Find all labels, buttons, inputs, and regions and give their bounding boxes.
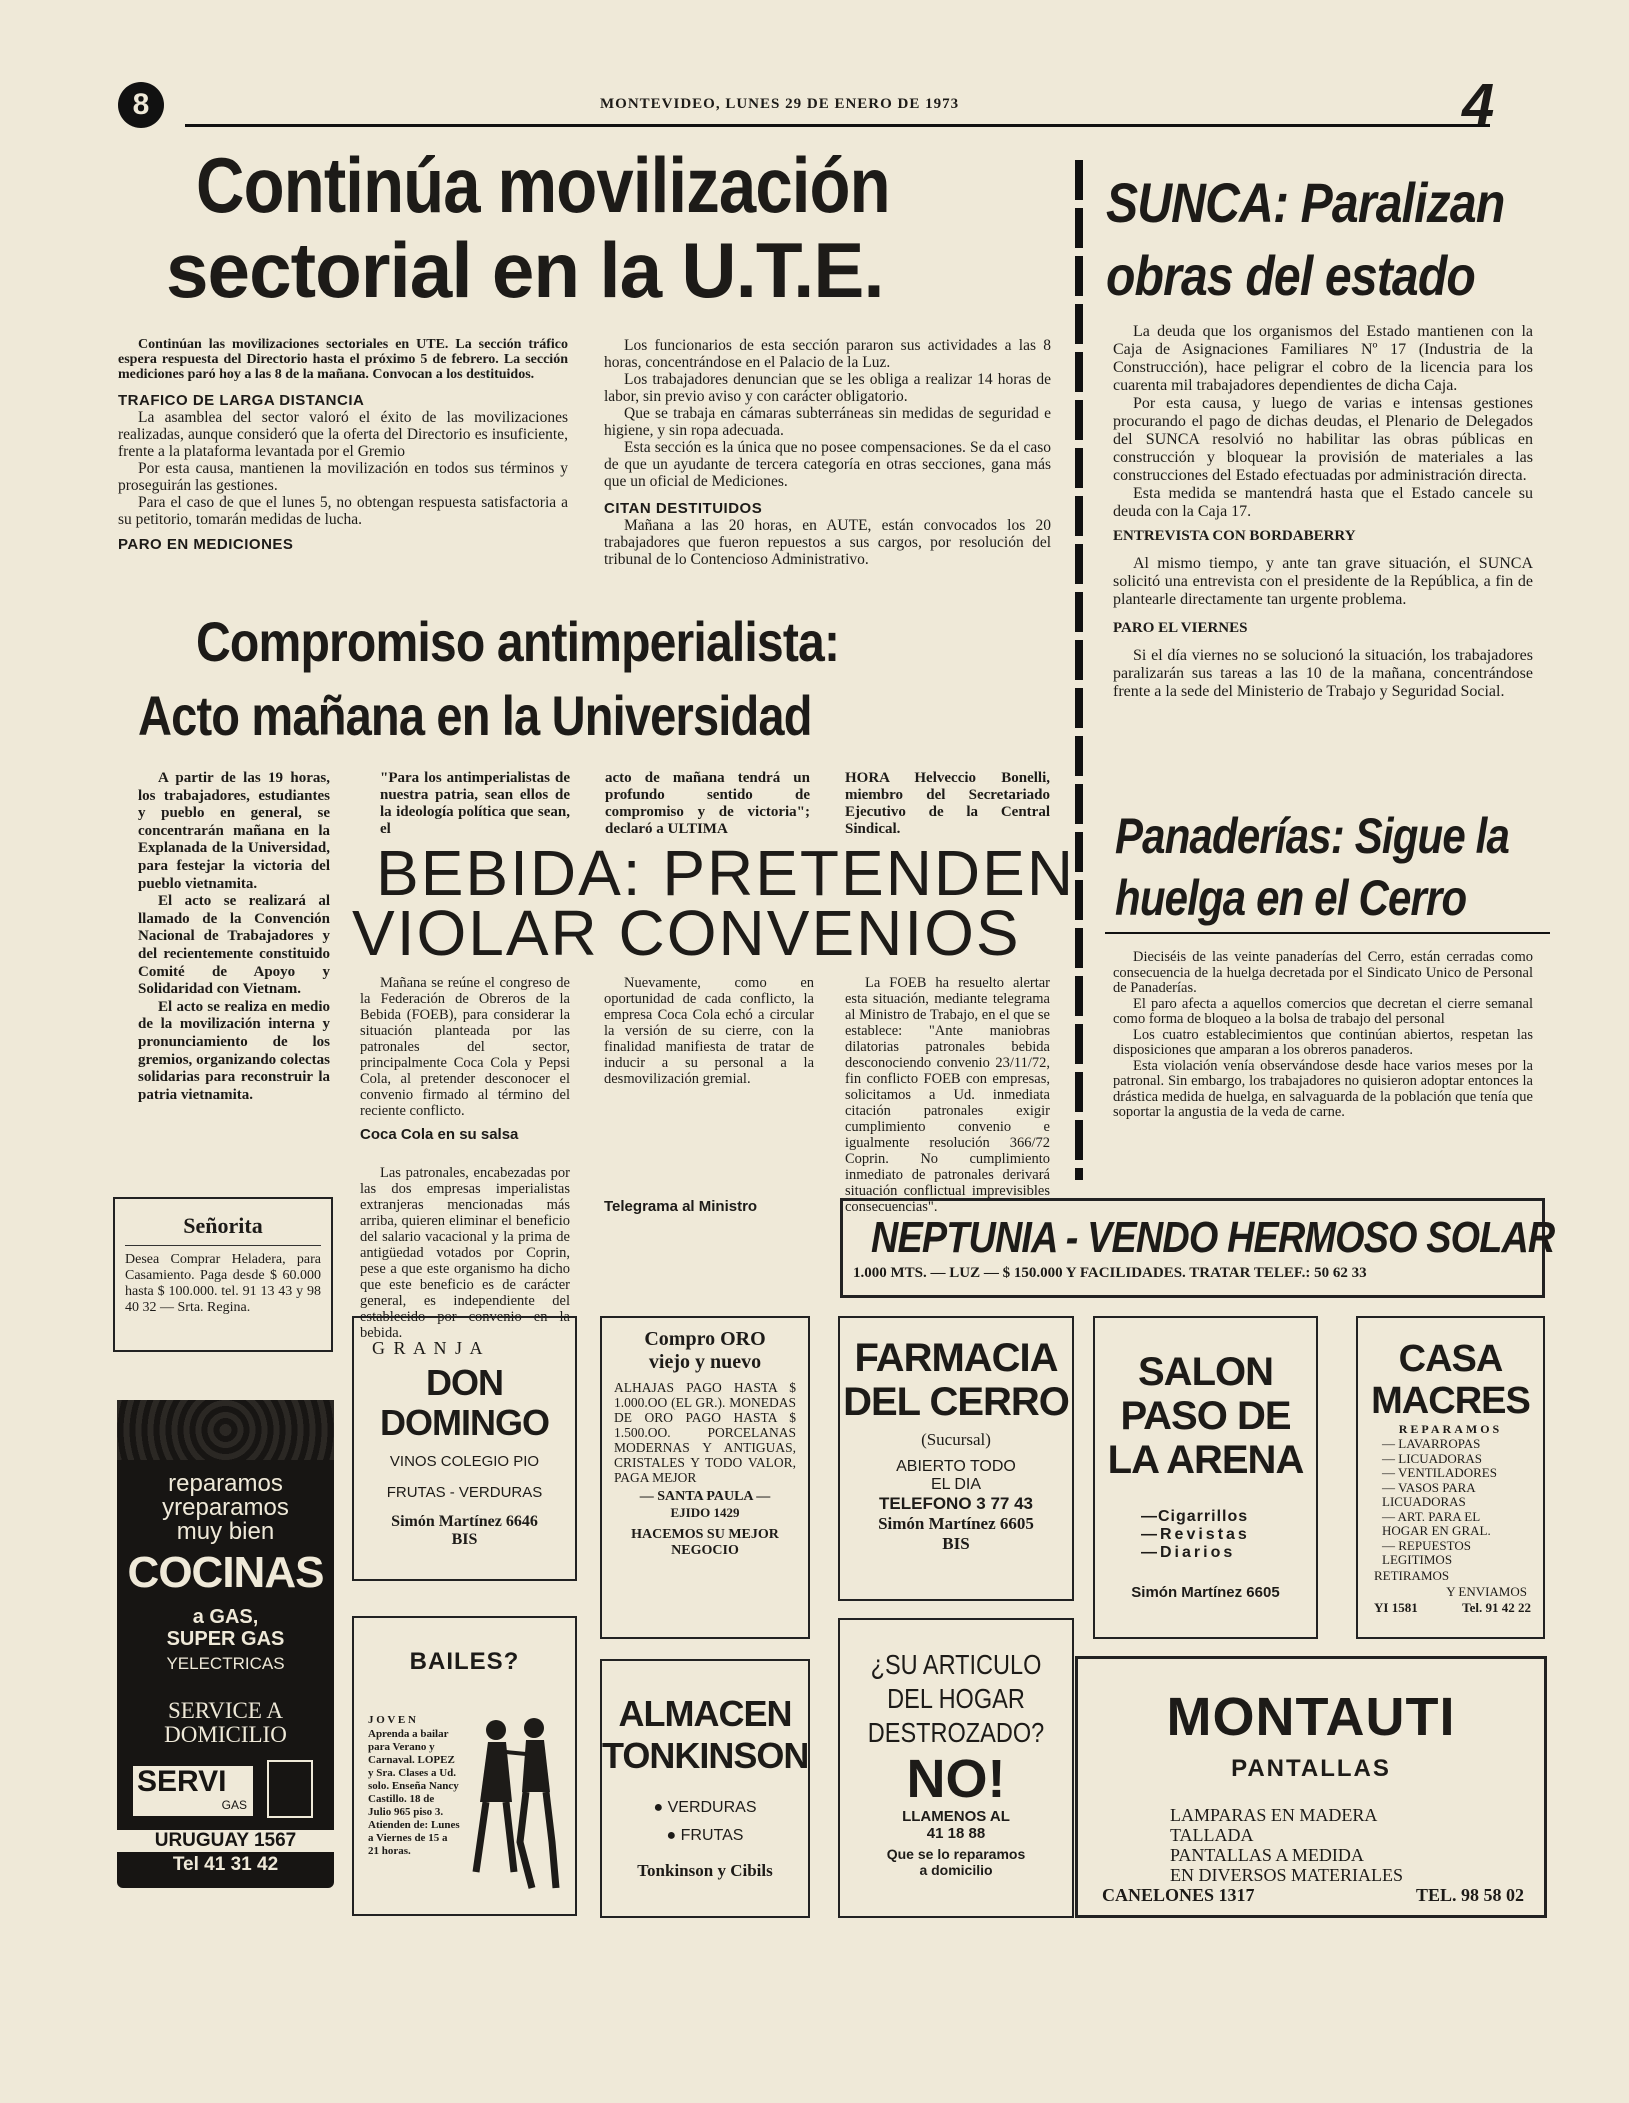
ad-articulo bbox=[838, 1618, 1074, 1918]
ad-cocinas-line: SERVICE A bbox=[167, 1698, 284, 1723]
ad-bailes-line: J O V E N bbox=[368, 1714, 416, 1726]
sunca-paragraph: Si el día viernes no se solucionó la situación, los trabajadores paralizarán sus tareas a las 10 de la mañana, concentrándose frente a la sede del Ministerio de Trabajo y Seguridad Social. bbox=[1113, 647, 1533, 700]
ad-salon bbox=[1093, 1316, 1318, 1639]
ad-divider bbox=[125, 1245, 321, 1246]
ad-farmacia bbox=[838, 1316, 1074, 1601]
bebida-paragraph: Nuevamente, como en oportunidad de cada conflicto, la empresa Coca Cola echó a circular la versión de su cierre, con la finalidad manifiesta de tratar de inducir a su personal a la desmovilización gremial. bbox=[604, 975, 814, 1087]
ad-farmacia-title2: DEL CERRO bbox=[843, 1380, 1069, 1424]
ute-paragraph: Los trabajadores denuncian que se les obliga a realizar 14 horas de labor, sin previo aviso y con carácter obligatorio. bbox=[604, 371, 1051, 405]
ad-bailes-title: BAILES? bbox=[409, 1648, 520, 1675]
ad-senorita-title: Señorita bbox=[183, 1213, 263, 1238]
ad-macres-item: — VASOS PARA LICUADORAS bbox=[1382, 1479, 1475, 1509]
ad-macres-title2: MACRES bbox=[1371, 1380, 1530, 1422]
ad-macres-item: — REPUESTOS LEGITIMOS bbox=[1382, 1537, 1471, 1567]
ute-headline-line1: Continúa movilización bbox=[196, 141, 890, 229]
compromiso-headline-line2: Acto mañana en la Universidad bbox=[138, 684, 812, 747]
ad-neptunia bbox=[840, 1198, 1555, 1298]
ad-granja-line: G R A N J A bbox=[372, 1338, 485, 1358]
ad-almacen bbox=[600, 1659, 810, 1918]
ad-salon-title1: SALON bbox=[1138, 1350, 1273, 1394]
ad-macres-item: — ART. PARA EL HOGAR EN GRAL. bbox=[1382, 1508, 1491, 1538]
bullet-icon: ● bbox=[653, 1799, 668, 1816]
ad-cocinas-line: DOMICILIO bbox=[164, 1722, 287, 1747]
ad-macres-line: RETIRAMOS bbox=[1374, 1567, 1450, 1583]
ute-col2 bbox=[604, 337, 1051, 568]
ad-oro-text: ALHAJAS PAGO HASTA $ 1.000.OO (EL GR.). MONEDAS DE ORO PAGO HASTA $ 1.500.OO. PORCELANAS MODERNAS Y ANTIGUAS, CRISTALES Y TODO VALOR, PAGA MEJOR bbox=[614, 1380, 796, 1485]
ad-montauti-line: EN DIVERSOS MATERIALES bbox=[1170, 1865, 1404, 1885]
servi-logo-text: SERVI bbox=[137, 1765, 227, 1798]
ute-headline-line2: sectorial en la U.T.E. bbox=[166, 226, 884, 314]
ad-senorita bbox=[113, 1197, 333, 1352]
bebida-paragraph: La FOEB ha resuelto alertar esta situación, mediante telegrama al Ministro de Trabajo, en el que se establece: "Ante maniobras dilatorias patronales bebida desconociendo convenio 23/11/72, fin conflicto FOEB con empresas, solicitamos a Ud. inmediata citación patronales exigir cumplimiento convenio e igualmente resolución 366/72 Coprin. No cumplimiento inmediato de patronales derivará situación conflictual imprevisibles consecuencias". bbox=[845, 975, 1050, 1215]
panaderias-headline-line2: huelga en el Cerro bbox=[1115, 870, 1467, 926]
compromiso-paragraph: El acto se realizará al llamado de la Convención Nacional de Trabajadores y del recientemente constituido Comité de Apoyo y Solidaridad con Vietnam. bbox=[138, 893, 330, 998]
ad-farmacia-line: BIS bbox=[942, 1534, 970, 1553]
ad-oro-line: EJIDO 1429 bbox=[670, 1505, 740, 1520]
ad-farmacia-line: ABIERTO TODO bbox=[896, 1458, 1016, 1475]
ad-farmacia-line: EL DIA bbox=[930, 1476, 982, 1493]
ad-macres-line: Y ENVIAMOS bbox=[1446, 1583, 1527, 1599]
ad-macres-contact bbox=[1358, 1600, 1543, 1616]
ad-almacen-item-label: VERDURAS bbox=[667, 1799, 757, 1816]
ad-articulo-line: LLAMENOS AL bbox=[902, 1808, 1010, 1825]
ad-articulo-line: DESTROZADO? bbox=[867, 1717, 1045, 1748]
ad-oro-subtitle: viejo y nuevo bbox=[648, 1351, 762, 1373]
ad-montauti-address: CANELONES 1317 bbox=[1102, 1885, 1255, 1905]
panaderias-rule bbox=[1105, 932, 1550, 934]
sunca-paragraph: Por esta causa, y luego de varias e intensas gestiones procurando el pago de dichas deudas, el Plenario de Delegados del SUNCA resolvió no habilitar las obras públicas en construcción y bloquear la provisión de materiales a las construcciones del Estado efectuadas por administración directa. bbox=[1113, 395, 1533, 484]
ad-almacen-item bbox=[602, 1827, 808, 1845]
ad-almacen-line: Tonkinson y Cibils bbox=[637, 1861, 773, 1880]
compromiso-col1 bbox=[138, 770, 330, 1104]
ad-articulo-line: Que se lo reparamos bbox=[886, 1846, 1026, 1862]
sunca-headline-line1: SUNCA: Paralizan bbox=[1106, 171, 1505, 234]
bullet-icon: ● bbox=[666, 1827, 681, 1844]
ad-macres-line: REPARAMOS bbox=[1398, 1422, 1503, 1436]
column-divider bbox=[1075, 160, 1083, 1180]
ad-granja-title2: DOMINGO bbox=[380, 1402, 549, 1443]
bebida-col1b bbox=[360, 1165, 570, 1341]
sunca-paragraph: Al mismo tiempo, y ante tan grave situación, el SUNCA solicitó una entrevista con el presidente de la República, a fin de plantearle directamente tan urgente problema. bbox=[1113, 555, 1533, 608]
ute-subhead-mediciones: PARO EN MEDICIONES bbox=[118, 536, 294, 553]
ad-articulo-no: NO! bbox=[906, 1749, 1006, 1809]
ute-paragraph: La asamblea del sector valoró el éxito de las movilizaciones realizadas, aunque consideró que la oferta del Directorio es insuficiente, frente a la plataforma levantada por el Gremio bbox=[118, 409, 568, 460]
panaderias-paragraph: Esta violación venía observándose desde hace varios meses por la patronal. Sin embargo, los trabajadores no quisieron adoptar entonces la drástica medida de huelga, en salvaguarda de la población que tenía que soportar la angustia de la veda de carne. bbox=[1113, 1057, 1533, 1120]
ad-salon-line: —Diarios bbox=[1141, 1544, 1236, 1561]
ad-granja-line: FRUTAS - VERDURAS bbox=[386, 1484, 543, 1501]
ad-cocinas-title: COCINAS bbox=[127, 1548, 324, 1597]
compromiso-quote-col4: HORA Helveccio Bonelli, miembro del Secretariado Ejecutivo de la Central Sindical. bbox=[845, 770, 1050, 837]
ad-macres-phone: Tel. 91 42 22 bbox=[1462, 1599, 1531, 1615]
ad-senorita-text: Desea Comprar Heladera, para Casamiento. Paga desde $ 60.000 hasta $ 100.000. tel. 91 13 43 y 98 40 32 — Srta. Regina. bbox=[125, 1252, 321, 1315]
page-number-badge: 8 bbox=[118, 82, 164, 128]
sunca-subhead-entrevista: ENTREVISTA CON BORDABERRY bbox=[1113, 528, 1356, 544]
ad-articulo-line: 41 18 88 bbox=[926, 1825, 986, 1842]
ad-granja-line: VINOS COLEGIO PIO bbox=[389, 1453, 540, 1470]
ute-subhead-citan: CITAN DESTITUIDOS bbox=[604, 500, 763, 517]
bebida-col1 bbox=[360, 975, 570, 1143]
bebida-col3 bbox=[845, 975, 1050, 1215]
bebida-paragraph: Las patronales, encabezadas por las dos empresas imperialistas extranjeras mencionadas más arriba, quieren eliminar el beneficio del salario vacacional y la prima de antigüedad votados por Coprin, pese a que este organismo ha dicho que este beneficio es de carácter general, es independiente del establecido por convenio en la bebida. bbox=[360, 1165, 570, 1341]
ad-granja-title1: DON bbox=[426, 1362, 503, 1403]
ad-neptunia-title: NEPTUNIA - VENDO HERMOSO SOLAR bbox=[871, 1213, 1555, 1262]
compromiso-quote-col2: "Para los antimperialistas de nuestra patria, sean ellos de la ideología política que sean, el bbox=[380, 770, 570, 837]
ad-salon-line: —Revistas bbox=[1141, 1526, 1250, 1543]
bebida-subhead-cocacola: Coca Cola en su salsa bbox=[360, 1126, 519, 1143]
ad-macres-item: — VENTILADORES bbox=[1382, 1465, 1497, 1480]
ad-montauti-phone: TEL. 98 58 02 bbox=[1415, 1885, 1524, 1905]
ad-almacen-item bbox=[602, 1799, 808, 1817]
ad-montauti-line: PANTALLAS A MEDIDA bbox=[1170, 1845, 1364, 1865]
ad-macres-item: — LICUADORAS bbox=[1382, 1450, 1483, 1466]
ad-cocinas-line: muy bien bbox=[176, 1518, 275, 1545]
ute-paragraph: Esta sección es la única que no posee compensaciones. Se da el caso de que un ayudante de tercera categoría en otras secciones, gana más que un oficial de Mediciones. bbox=[604, 439, 1051, 490]
ad-salon-title2: PASO DE bbox=[1120, 1394, 1291, 1438]
panaderias-paragraph: El paro afecta a aquellos comercios que decretan el cierre semanal como forma de bloqueo a la bolsa de trabajo del personal bbox=[1113, 995, 1533, 1027]
ad-granja-line: BIS bbox=[451, 1531, 478, 1548]
servi-logo-sub: GAS bbox=[221, 1798, 247, 1812]
stove-icon bbox=[267, 1760, 313, 1818]
ute-subhead-trafico: TRAFICO DE LARGA DISTANCIA bbox=[118, 392, 365, 409]
ad-cocinas-line: YELECTRICAS bbox=[166, 1654, 285, 1673]
sunca-body bbox=[1113, 323, 1533, 701]
ad-oro-line: — SANTA PAULA — bbox=[639, 1489, 771, 1504]
panaderias-paragraph: Dieciséis de las veinte panaderías del Cerro, están cerradas como consecuencia de la huelga decretada por el Sindicato Unico de Personal de Panaderías. bbox=[1113, 949, 1533, 996]
ad-neptunia-text: 1.000 MTS. — LUZ — $ 150.000 Y FACILIDADES. TRATAR TELEF.: 50 62 33 bbox=[853, 1265, 1367, 1281]
dancing-couple-icon bbox=[466, 1712, 566, 1902]
ad-bailes-text: Aprenda a bailar para Verano y Carnaval. LOPEZ y Sra. Clases a Ud. solo. Enseña Nancy Castillo. 18 de Julio 965 piso 3. Atienden de: Lunes a Viernes de 15 a 21 horas. bbox=[368, 1728, 460, 1857]
ad-articulo-line: DEL HOGAR bbox=[887, 1683, 1025, 1714]
bebida-paragraph: Mañana se reúne el congreso de la Federación de Obreros de la Bebida (FOEB), para considerar la situación planteada por las patronales del sector, principalmente Coca Cola y Pepsi Cola, al pretender desconocer el convenio firmado al término del reciente conflicto. bbox=[360, 975, 570, 1119]
ad-salon-title3: LA ARENA bbox=[1107, 1438, 1304, 1482]
header-rule bbox=[185, 124, 1490, 127]
ad-farmacia-title1: FARMACIA bbox=[854, 1336, 1058, 1380]
ad-cocinas bbox=[117, 1400, 334, 1888]
ad-macres-item: — LAVARROPAS bbox=[1382, 1436, 1481, 1451]
ad-granja bbox=[352, 1316, 577, 1581]
panaderias-paragraph: Los cuatro establecimientos que continúan abiertos, respetan las disposiciones que amparan a los obreros panaderos. bbox=[1113, 1026, 1533, 1058]
ad-bailes bbox=[352, 1616, 577, 1916]
ute-paragraph: Por esta causa, mantienen la movilización en todos sus términos y proseguirán las gestiones. bbox=[118, 460, 568, 494]
compromiso-quote-col3: acto de mañana tendrá un profundo sentido de compromiso y de victoria"; declaró a ULTIMA bbox=[605, 770, 810, 837]
ad-articulo-line: ¿SU ARTICULO bbox=[870, 1649, 1042, 1680]
ad-cocinas-line: yreparamos bbox=[162, 1494, 289, 1521]
ute-paragraph: Mañana a las 20 horas, en AUTE, están convocados los 20 trabajadores que fueron repuestos a sus cargos, por resolución del tribunal de lo Contencioso Administrativo. bbox=[604, 517, 1051, 568]
ute-paragraph: Los funcionarios de esta sección pararon sus actividades a las 8 horas, concentrándose en el Palacio de la Luz. bbox=[604, 337, 1051, 371]
ad-oro-line: HACEMOS SU MEJOR NEGOCIO bbox=[631, 1527, 779, 1558]
sunca-paragraph: Esta medida se mantendrá hasta que el Estado cancele su deuda con la Caja 17. bbox=[1113, 485, 1533, 520]
ad-oro bbox=[600, 1316, 810, 1639]
ad-almacen-item-label: FRUTAS bbox=[680, 1827, 744, 1844]
ad-salon-line: Simón Martínez 6605 bbox=[1131, 1584, 1280, 1601]
ad-farmacia-line: TELEFONO 3 77 43 bbox=[879, 1494, 1033, 1513]
bebida-col2 bbox=[604, 975, 814, 1087]
ad-cocinas-phone: Tel 41 31 42 bbox=[172, 1854, 279, 1875]
ute-lead: Continúan las movilizaciones sectoriales en UTE. La sección tráfico espera respuesta del Directorio hasta el próximo 5 de febrero. La sección mediciones paró hoy a las 8 de la mañana. Convocan a los destituidos. bbox=[118, 337, 568, 382]
ad-macres-title1: CASA bbox=[1398, 1338, 1503, 1380]
ute-paragraph: Para el caso de que el lunes 5, no obtengan respuesta satisfactoria a su petitorio, tomarán medidas de lucha. bbox=[118, 494, 568, 528]
ad-almacen-title2: TONKINSON bbox=[602, 1735, 809, 1776]
bebida-headline-line1: BEBIDA: PRETENDEN bbox=[376, 837, 1076, 909]
ad-macres-address: YI 1581 bbox=[1374, 1599, 1418, 1615]
ad-cocinas-line: SUPER GAS bbox=[166, 1628, 285, 1650]
ad-farmacia-line: Simón Martínez 6605 bbox=[878, 1514, 1034, 1533]
sunca-paragraph: La deuda que los organismos del Estado mantienen con la Caja de Asignaciones Familiares Nº 17 (Industria de la Construcción), hace peligrar el cobro de la licencia para los cuarenta mil trabajadores dependientes de dicha Caja. bbox=[1113, 323, 1533, 394]
dateline: MONTEVIDEO, LUNES 29 DE ENERO DE 1973 bbox=[600, 96, 960, 112]
sunca-subhead-paro: PARO EL VIERNES bbox=[1113, 620, 1248, 636]
ad-granja-line: Simón Martínez 6646 bbox=[391, 1513, 538, 1530]
ad-farmacia-line: (Sucursal) bbox=[921, 1430, 991, 1449]
ad-salon-line: —Cigarrillos bbox=[1141, 1508, 1249, 1525]
sunca-headline-line2: obras del estado bbox=[1106, 244, 1475, 307]
compromiso-paragraph: El acto se realiza en medio de la movilización interna y pronunciamiento de los gremios, organizando colectas solidarias para reconstruir la patria vietnamita. bbox=[138, 998, 330, 1103]
ad-macres bbox=[1356, 1316, 1545, 1639]
ad-oro-title: Compro ORO bbox=[644, 1328, 766, 1350]
ad-montauti-line: TALLADA bbox=[1170, 1825, 1254, 1845]
ad-cocinas-line: a GAS, bbox=[192, 1606, 259, 1628]
panaderias-headline-line1: Panaderías: Sigue la bbox=[1115, 808, 1510, 864]
ad-cocinas-address: URUGUAY 1567 bbox=[117, 1830, 334, 1852]
ad-montauti-title: MONTAUTI bbox=[1166, 1687, 1456, 1747]
ad-cocinas-line: reparamos bbox=[168, 1470, 283, 1497]
bebida-headline-line2: VIOLAR CONVENIOS bbox=[352, 897, 1021, 969]
ad-articulo-line: a domicilio bbox=[919, 1862, 993, 1878]
ad-cocinas-pattern bbox=[117, 1400, 334, 1460]
ad-montauti bbox=[1075, 1656, 1547, 1918]
compromiso-headline-line1: Compromiso antimperialista: bbox=[196, 610, 840, 673]
ad-montauti-contact bbox=[1078, 1885, 1544, 1906]
compromiso-paragraph: A partir de las 19 horas, los trabajadores, estudiantes y pueblo en general, se concentrarán mañana en la Explanada de la Universidad, para festejar la victoria del pueblo vietnamita. bbox=[138, 770, 330, 892]
ad-montauti-subtitle: PANTALLAS bbox=[1231, 1755, 1391, 1782]
ad-montauti-line: LAMPARAS EN MADERA bbox=[1170, 1805, 1378, 1825]
ute-paragraph: Que se trabaja en cámaras subterráneas sin medidas de seguridad e higiene, y sin ropa adecuada. bbox=[604, 405, 1051, 439]
ute-col1 bbox=[118, 337, 568, 553]
bebida-subhead-telegrama: Telegrama al Ministro bbox=[604, 1198, 758, 1215]
publication-logo: 4 bbox=[1462, 72, 1495, 137]
servi-logo bbox=[133, 1766, 253, 1816]
ad-almacen-title1: ALMACEN bbox=[618, 1693, 792, 1734]
panaderias-body bbox=[1113, 950, 1533, 1121]
